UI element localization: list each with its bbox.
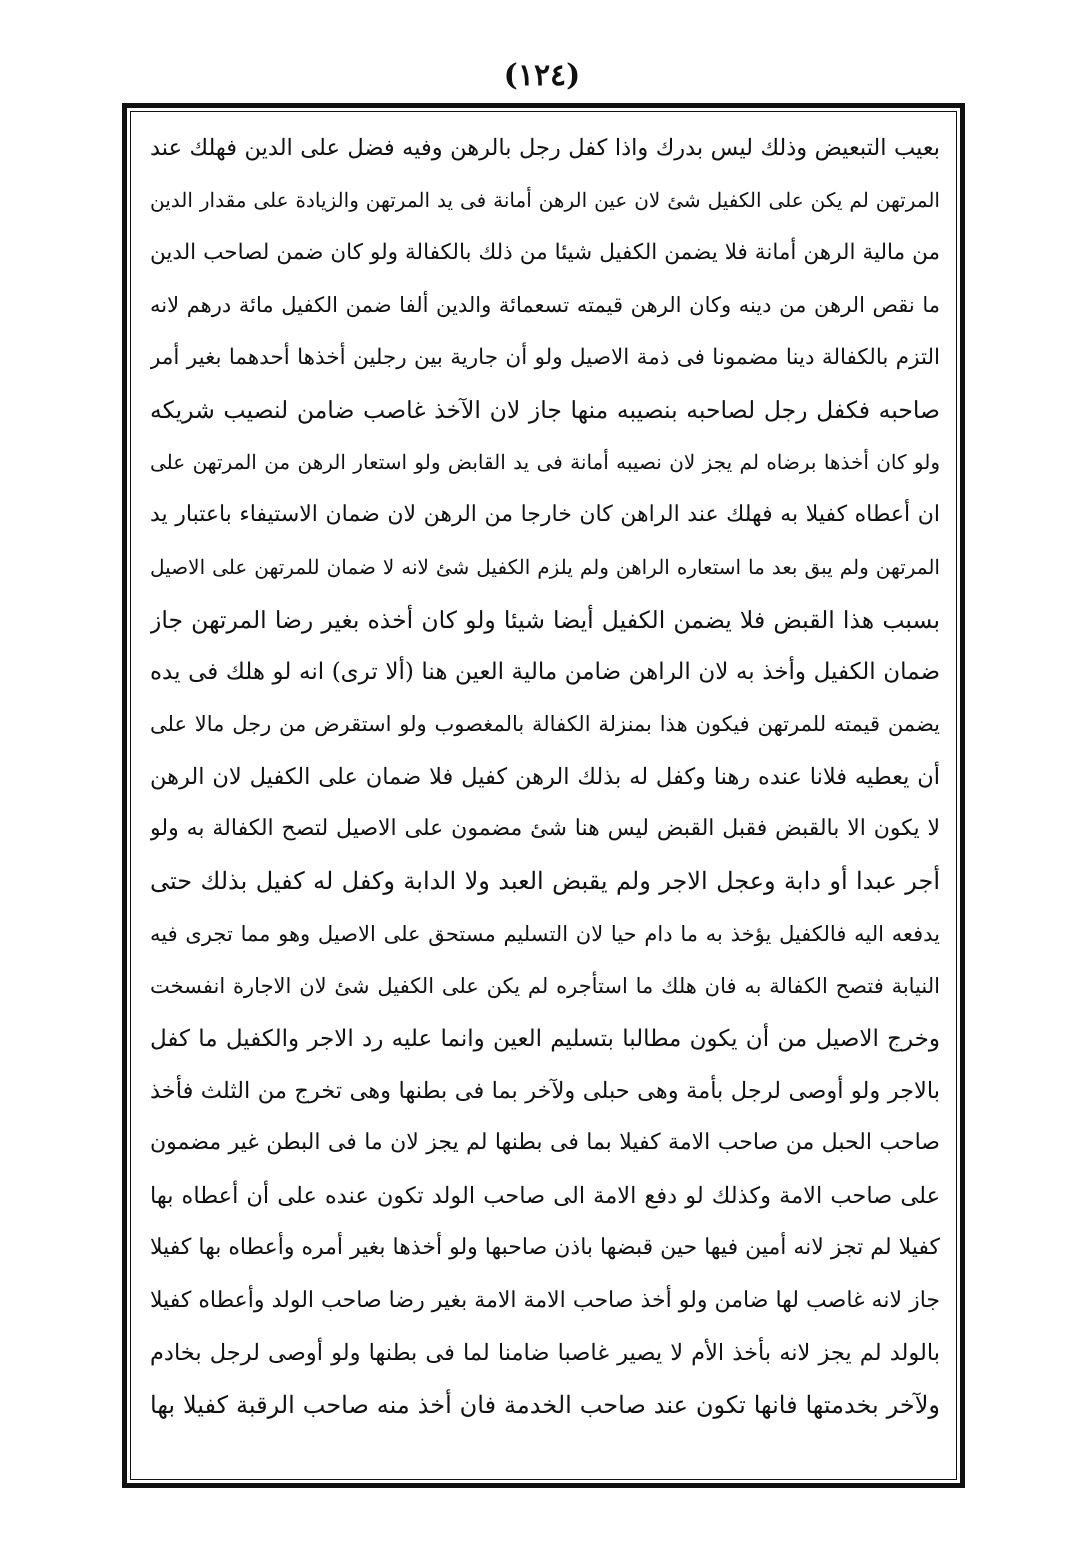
text-line: ما نقص الرهن من دينه وكان الرهن قيمته تسعمائة والدين ألفا ضمن الكفيل مائة درهم لانه (150, 293, 940, 318)
text-line: ولو كان أخذها برضاه لم يجز لان نصيبه أمانة فى يد القابض ولو استعار الرهن من المرتهن على (150, 450, 940, 475)
text-line: بالاجر ولو أوصى لرجل بأمة وهى حبلى ولآخر بما فى بطنها وهى تخرج من الثلث فأخذ (150, 1078, 940, 1105)
text-line: بسبب هذا القبض فلا يضمن الكفيل أيضا شيئا ولو كان أخذه بغير رضا المرتهن جاز (150, 605, 940, 634)
text-line: كفيلا لم تجز لانه أمين فيها حين قبضها باذن صاحبها ولو أخذها بغير أمره وأعطاه بها كفيلا (150, 1235, 940, 1261)
text-line: النيابة فتصح الكفالة به فان هلك ما استأجره لم يكن على الكفيل شئ لان الاجارة انفسخت (150, 974, 940, 999)
text-line: ولآخر بخدمتها فانها تكون عند صاحب الخدمة فان أخذ منه صاحب الرقبة كفيلا بها (150, 1391, 940, 1420)
text-line: بعيب التبعيض وذلك ليس بدرك واذا كفل رجل بالرهن وفيه فضل على الدين فهلك عند (150, 135, 940, 161)
text-line: يدفعه اليه فالكفيل يؤخذ به ما دام حيا لان التسليم مستحق على الاصيل وهو مما تجرى فيه (150, 921, 940, 946)
text-line: ضمان الكفيل وأخذ به لان الراهن ضامن مالية العين هنا (ألا ترى) انه لو هلك فى يده (150, 658, 940, 685)
page-number: (١٢٤) (503, 58, 581, 93)
text-line: من مالية الرهن أمانة فلا يضمن الكفيل شيئا من ذلك بالكفالة ولو كان ضمن لصاحب الدين (150, 239, 940, 265)
text-line: صاحب الحبل من صاحب الامة كفيلا بما فى بطنها لم يجز لان ما فى البطن غير مضمون (150, 1130, 940, 1156)
text-line: التزم بالكفالة دينا مضمونا فى ذمة الاصيل ولو أن جارية بين رجلين أخذها أحدهما بغير أمر (150, 344, 940, 370)
text-line: المرتهن لم يكن على الكفيل شئ لان عين الرهن أمانة فى يد المرتهن والزيادة على مقدار الدين (150, 188, 940, 213)
text-line: أجر عبدا أو دابة وعجل الاجر ولم يقبض العبد ولا الدابة وكفل له كفيل بذلك حتى (150, 867, 940, 896)
text-line: أن يعطيه فلانا عنده رهنا وكفل له بذلك الرهن كفيل فلا ضمان على الكفيل لان الرهن (150, 763, 940, 790)
text-line: وخرج الاصيل من أن يكون مطالبا بتسليم العين وانما عليه رد الاجر والكفيل ما كفل (150, 1025, 940, 1052)
text-line: جاز لانه غاصب لها ضامن ولو أخذ صاحب الامة الامة بغير رضا صاحب الولد وأعطاه كفيلا (150, 1287, 940, 1313)
text-line: صاحبه فكفل رجل لصاحبه بنصيبه منها جاز لان الآخذ غاصب ضامن لنصيب شريكه (150, 395, 940, 424)
text-line: على صاحب الامة وكذلك لو دفع الامة الى صاحب الولد تكون عنده على أن أعطاه بها (150, 1182, 940, 1209)
text-line: يضمن قيمته للمرتهن فيكون هذا بمنزلة الكفالة بالمغصوب ولو استقرض من رجل مالا على (150, 712, 940, 737)
text-line: ان أعطاه كفيلا به فهلك عند الراهن كان خارجا من الرهن لان ضمان الاستيفاء باعتبار يد (150, 501, 940, 527)
main-text (150, 122, 940, 1432)
text-line: لا يكون الا بالقبض فقبل القبض ليس هنا شئ مضمون على الاصيل لتصح الكفالة به ولو (150, 816, 940, 842)
text-line: بالولد لم يجز لانه بأخذ الأم لا يصير غاصبا ضامنا لما فى بطنها ولو أوصى لرجل بخادم (150, 1339, 940, 1366)
text-line: المرتهن ولم يبق بعد ما استعاره الراهن ولم يلزم الكفيل شئ لانه لا ضمان للمرتهن على الاصيل (150, 555, 940, 580)
